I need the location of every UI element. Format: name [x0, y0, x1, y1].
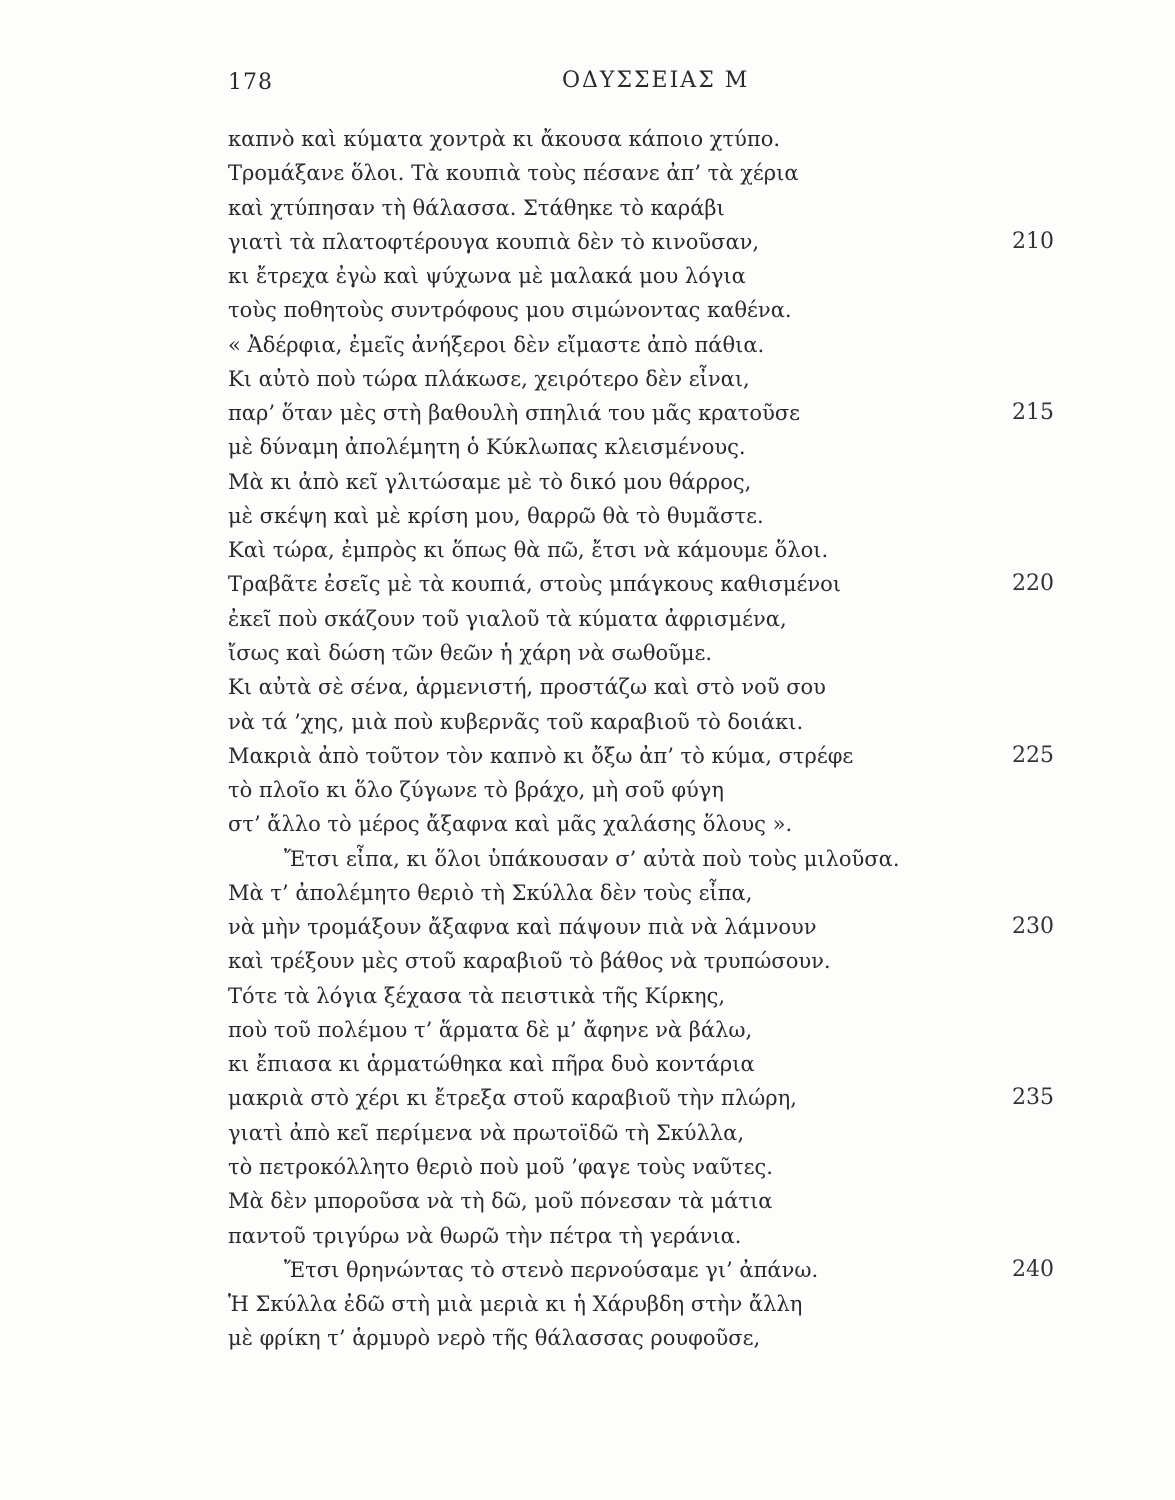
line-number: 215: [1012, 400, 1054, 426]
verse-line: [228, 910, 1088, 944]
verse-line: [228, 1219, 1088, 1253]
verse-line-text: Τραβᾶτε ἐσεῖς μὲ τὰ κουπιά, στοὺς μπάγκους καθισμένοι: [228, 572, 841, 597]
page-number: 178: [228, 70, 273, 95]
line-number: 220: [1012, 571, 1054, 597]
verse-line: [228, 1116, 1088, 1150]
verse-line-text: Καὶ τώρα, ἐμπρὸς κι ὅπως θὰ πῶ, ἔτσι νὰ κάμουμε ὅλοι.: [228, 538, 829, 563]
verse-line-text: μὲ σκέψη καὶ μὲ κρίση μου, θαρρῶ θὰ τὸ θυμᾶστε.: [228, 503, 764, 528]
verse-line: [228, 293, 1088, 327]
verse-line-text: νὰ τά ’χης, μιὰ ποὺ κυβερνᾶς τοῦ καραβιοῦ τὸ δοιάκι.: [228, 709, 804, 734]
verse-line-text: Κι αὐτὰ σὲ σένα, ἁρμενιστή, προστάζω καὶ στὸ νοῦ σου: [228, 675, 826, 700]
verse-line: [228, 602, 1088, 636]
verse-line: [228, 979, 1088, 1013]
verse-line-text: γιατὶ τὰ πλατοφτέρουγα κουπιὰ δὲν τὸ κινοῦσαν,: [228, 229, 760, 254]
verse-line-text: Τότε τὰ λόγια ξέχασα τὰ πειστικὰ τῆς Κίρκης,: [228, 983, 726, 1008]
verse-line: [228, 705, 1088, 739]
verse-line-text: τὸ πετροκόλλητο θεριὸ ποὺ μοῦ ’φαγε τοὺς ναῦτες.: [228, 1154, 773, 1179]
verse-line-text: ἴσως καὶ δώση τῶν θεῶν ἡ χάρη νὰ σωθοῦμε.: [228, 640, 713, 665]
verse-line-text: στ’ ἄλλο τὸ μέρος ἄξαφνα καὶ μᾶς χαλάσης ὅλους ».: [228, 812, 793, 837]
verse-line: [228, 362, 1088, 396]
verse-line: [228, 1047, 1088, 1081]
line-number: 230: [1012, 914, 1054, 940]
verse-line: [228, 876, 1088, 910]
line-number: 225: [1012, 742, 1054, 768]
verse-line: [228, 465, 1088, 499]
verse-line-text: νὰ μὴν τρομάξουν ἄξαφνα καὶ πάψουν πιὰ νὰ λάμνουν: [228, 915, 817, 940]
verse-line-text: Ἔτσι θρηνώντας τὸ στενὸ περνούσαμε γι’ ἀπάνω.: [284, 1257, 819, 1282]
verse-line: [228, 944, 1088, 978]
verse-line-text: κι ἔπιασα κι ἁρματώθηκα καὶ πῆρα δυὸ κοντάρια: [228, 1052, 755, 1077]
verse-line: [228, 191, 1088, 225]
verse-line-text: Μὰ κι ἀπὸ κεῖ γλιτώσαμε μὲ τὸ δικό μου θάρρος,: [228, 469, 752, 494]
verse-line-text: Ἡ Σκύλλα ἐδῶ στὴ μιὰ μεριὰ κι ἡ Χάρυβδη στὴν ἄλλη: [228, 1292, 803, 1317]
verse-line-text: γιατὶ ἀπὸ κεῖ περίμενα νὰ πρωτοϊδῶ τὴ Σκύλλα,: [228, 1120, 745, 1145]
verse-line: [228, 807, 1088, 841]
verse-line: [228, 430, 1088, 464]
line-number: 240: [1012, 1256, 1054, 1282]
verse-line: [228, 1287, 1088, 1321]
line-number: 210: [1012, 228, 1054, 254]
line-number: 235: [1012, 1085, 1054, 1111]
verse-line: [228, 259, 1088, 293]
verse-line-text: παρ’ ὅταν μὲς στὴ βαθουλὴ σπηλιά του μᾶς κρατοῦσε: [228, 401, 801, 426]
verse-line-text: « Ἀδέρφια, ἐμεῖς ἀνήξεροι δὲν εἴμαστε ἀπὸ πάθια.: [228, 332, 765, 357]
verse-line: [228, 773, 1088, 807]
verse-line: [228, 739, 1088, 773]
verse-line-text: μὲ δύναμη ἀπολέμητη ὁ Κύκλωπας κλεισμένους.: [228, 435, 746, 460]
verse-line: [228, 1081, 1088, 1115]
verse-line: [228, 1150, 1088, 1184]
verse-line-text: ποὺ τοῦ πολέμου τ’ ἅρματα δὲ μ’ ἄφηνε νὰ βάλω,: [228, 1017, 753, 1042]
verse-line-text: Μὰ τ’ ἀπολέμητο θεριὸ τὴ Σκύλλα δὲν τοὺς εἶπα,: [228, 880, 753, 905]
verse-line-text: Κι αὐτὸ ποὺ τώρα πλάκωσε, χειρότερο δὲν εἶναι,: [228, 366, 750, 391]
verse-line-text: κι ἔτρεχα ἐγὼ καὶ ψύχωνα μὲ μαλακά μου λόγια: [228, 264, 746, 289]
verse-line: [228, 225, 1088, 259]
running-title: ΟΔΥΣΣΕΙΑΣ Μ: [562, 68, 750, 93]
verse-line: [228, 396, 1088, 430]
verse-line-text: μακριὰ στὸ χέρι κι ἔτρεξα στοῦ καραβιοῦ τὴν πλώρη,: [228, 1086, 797, 1111]
verse-line: [228, 328, 1088, 362]
verse-line-text: Τρομάξανε ὅλοι. Τὰ κουπιὰ τοὺς πέσανε ἀπ’ τὰ χέρια: [228, 161, 799, 186]
verse-line: [228, 156, 1088, 190]
verse-line-text: μὲ φρίκη τ’ ἁρμυρὸ νερὸ τῆς θάλασσας ρουφοῦσε,: [228, 1326, 761, 1351]
verse-line: [228, 1253, 1088, 1287]
verse-line: [228, 1013, 1088, 1047]
verse-line: [228, 122, 1088, 156]
verse-line-text: Μακριὰ ἀπὸ τοῦτον τὸν καπνὸ κι ὄξω ἀπ’ τὸ κύμα, στρέφε: [228, 743, 854, 768]
verse-line-text: τοὺς ποθητοὺς συντρόφους μου σιμώνοντας καθένα.: [228, 298, 792, 323]
verse-line: [228, 1321, 1088, 1355]
verse-line: [228, 670, 1088, 704]
verse-line: [228, 533, 1088, 567]
verse-line: [228, 636, 1088, 670]
verse-line: [228, 842, 1088, 876]
verse-line-text: καὶ χτύπησαν τὴ θάλασσα. Στάθηκε τὸ καράβι: [228, 195, 725, 220]
verse-line-text: τὸ πλοῖο κι ὅλο ζύγωνε τὸ βράχο, μὴ σοῦ φύγη: [228, 778, 724, 803]
verse-line: [228, 1184, 1088, 1218]
verse-line-text: Ἔτσι εἶπα, κι ὅλοι ὑπάκουσαν σ’ αὐτὰ ποὺ τοὺς μιλοῦσα.: [284, 846, 900, 871]
verse-line-text: καὶ τρέξουν μὲς στοῦ καραβιοῦ τὸ βάθος νὰ τρυπώσουν.: [228, 949, 831, 974]
verse-line-text: Μὰ δὲν μποροῦσα νὰ τὴ δῶ, μοῦ πόνεσαν τὰ μάτια: [228, 1189, 773, 1214]
verse-line: [228, 499, 1088, 533]
verse-line-text: παντοῦ τριγύρω νὰ θωρῶ τὴν πέτρα τὴ γεράνια.: [228, 1223, 742, 1248]
verse-line: [228, 567, 1088, 601]
verse-line-text: καπνὸ καὶ κύματα χοντρὰ κι ἄκουσα κάποιο χτύπο.: [228, 127, 781, 151]
verse-text: [228, 122, 1088, 1356]
verse-line-text: ἐκεῖ ποὺ σκάζουν τοῦ γιαλοῦ τὰ κύματα ἀφρισμένα,: [228, 606, 787, 631]
